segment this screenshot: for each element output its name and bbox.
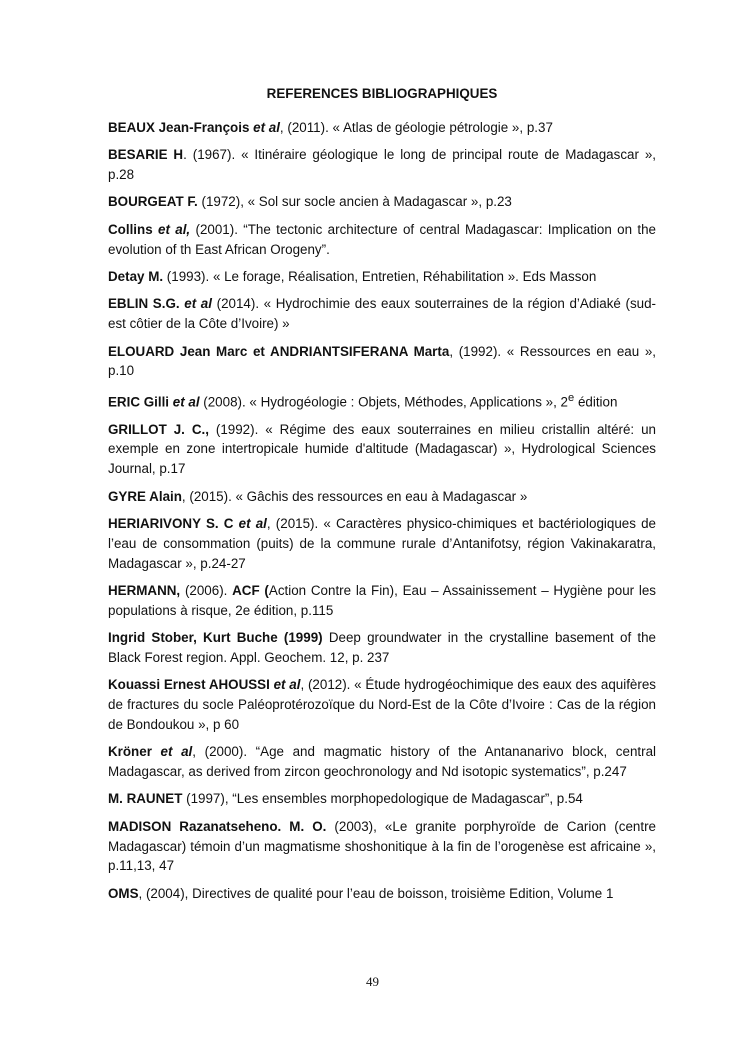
reference-item: [108, 145, 656, 185]
reference-item: [108, 817, 656, 876]
reference-author: GRILLOT J. C.,: [108, 421, 209, 437]
reference-author: HERIARIVONY S. C: [108, 515, 234, 531]
reference-author: ERIC Gilli: [108, 394, 170, 410]
references-page: [108, 84, 656, 911]
reference-etal: et al: [238, 515, 267, 531]
reference-text: , (2000). “Age and magmatic history of the Antananarivo block, central Madagascar, as derived from zircon geochronology and Nd isotopic systematics”, p.247: [108, 744, 656, 780]
reference-item: [108, 267, 656, 287]
reference-etal: et al: [253, 119, 280, 135]
reference-author: GYRE Alain: [108, 488, 182, 504]
reference-etal: et al: [273, 677, 301, 693]
reference-item: [108, 675, 656, 734]
reference-author: Collins: [108, 221, 153, 237]
reference-author: Kouassi Ernest AHOUSSI: [108, 677, 270, 693]
reference-item: [108, 342, 656, 382]
reference-author: BEAUX Jean-François: [108, 119, 250, 135]
reference-item: [108, 294, 656, 334]
reference-text: , (1992). « Ressources en eau », p.10: [108, 343, 656, 379]
reference-text: , (2004), Directives de qualité pour l’eau de boisson, troisième Edition, Volume 1: [138, 885, 614, 901]
reference-item: [108, 742, 656, 782]
reference-text: (2006).: [180, 582, 233, 598]
reference-item: [108, 118, 656, 138]
reference-item: [108, 192, 656, 212]
reference-author: ELOUARD Jean Marc et ANDRIANTSIFERANA Marta: [108, 343, 450, 359]
reference-etal: et al: [184, 296, 212, 312]
reference-item: [108, 420, 656, 479]
reference-author: EBLIN S.G.: [108, 296, 180, 312]
reference-item: [108, 220, 656, 260]
reference-author: Kröner: [108, 744, 152, 760]
reference-item: [108, 581, 656, 621]
reference-item: [108, 389, 656, 412]
reference-text: (2014). « Hydrochimie des eaux souterraines de la région d’Adiaké (sud-est côtier de la Côte d’Ivoire) »: [108, 296, 656, 332]
page-number: 49: [366, 974, 379, 989]
reference-text: (2003), «Le granite porphyroïde de Carion (centre Madagascar) témoin d’un magmatisme shoshonitique à la fin de l’orogenèse est africaine », p.11,13, 47: [108, 818, 656, 874]
superscript: e: [568, 391, 575, 404]
reference-item: [108, 789, 656, 809]
reference-text: (1992). « Régime des eaux souterraines en milieu cristallin altéré: un exemple en zone intertropicale humide d'altitude (Madagascar) », Hydrological Sciences Journal, p.17: [108, 421, 656, 477]
reference-author: M. RAUNET: [108, 791, 183, 807]
reference-text: (2001). “The tectonic architecture of central Madagascar: Implication on the evolution of th East African Orogeny”.: [108, 221, 656, 257]
reference-text: , (2015). « Caractères physico-chimiques et bactériologiques de l’eau de consommation (puits) de la commune rurale d’Antanifotsy, région Vakinakaratra, Madagascar », p.24-27: [108, 515, 656, 571]
reference-text: , (2015). « Gâchis des ressources en eau à Madagascar »: [181, 488, 528, 504]
reference-text: , (2011). « Atlas de géologie pétrologie », p.37: [279, 119, 553, 135]
reference-item: [108, 514, 656, 573]
reference-item: [108, 884, 656, 904]
page-title: REFERENCES BIBLIOGRAPHIQUES: [266, 86, 498, 101]
reference-author: OMS: [108, 885, 139, 901]
reference-text: Deep groundwater in the crystalline basement of the Black Forest region. Appl. Geochem. 12, p. 237: [108, 630, 656, 665]
reference-author: BOURGEAT F.: [108, 194, 198, 210]
reference-org: ACF (: [232, 582, 269, 598]
reference-text-end: Action Contre la Fin), Eau – Assainissement – Hygiène pour les populations à risque, 2e édition, p.115: [108, 582, 656, 618]
reference-text: (1972), « Sol sur socle ancien à Madagascar », p.23: [197, 194, 512, 210]
reference-author: Detay M.: [108, 268, 164, 284]
reference-text: (2008). « Hydrogéologie : Objets, Méthodes, Applications », 2: [199, 394, 569, 410]
reference-item: [108, 487, 656, 507]
reference-etal: et al: [172, 394, 200, 410]
reference-author: MADISON Razanatseheno. M. O.: [108, 818, 327, 834]
reference-text: , (2012). « Étude hydrogéochimique des eaux des aquifères de fractures du socle Paléoprotérozoïque du Nord-Est de la Côte d’Ivoire : Cas de la région de Bondoukou », p 60: [108, 677, 656, 732]
reference-text: (1997), “Les ensembles morphopedologique de Madagascar”, p.54: [182, 791, 583, 807]
reference-text-end: édition: [574, 394, 618, 410]
reference-etal: et al: [160, 744, 193, 760]
reference-etal: et al,: [158, 221, 191, 237]
reference-text: (1993). « Le forage, Réalisation, Entretien, Réhabilitation ». Eds Masson: [163, 268, 597, 284]
reference-author: HERMANN,: [108, 582, 181, 598]
reference-author: BESARIE H: [108, 147, 184, 163]
reference-text: . (1967). « Itinéraire géologique le long de principal route de Madagascar », p.28: [108, 147, 656, 182]
reference-item: [108, 628, 656, 668]
reference-author: Ingrid Stober, Kurt Buche (1999): [108, 630, 323, 646]
